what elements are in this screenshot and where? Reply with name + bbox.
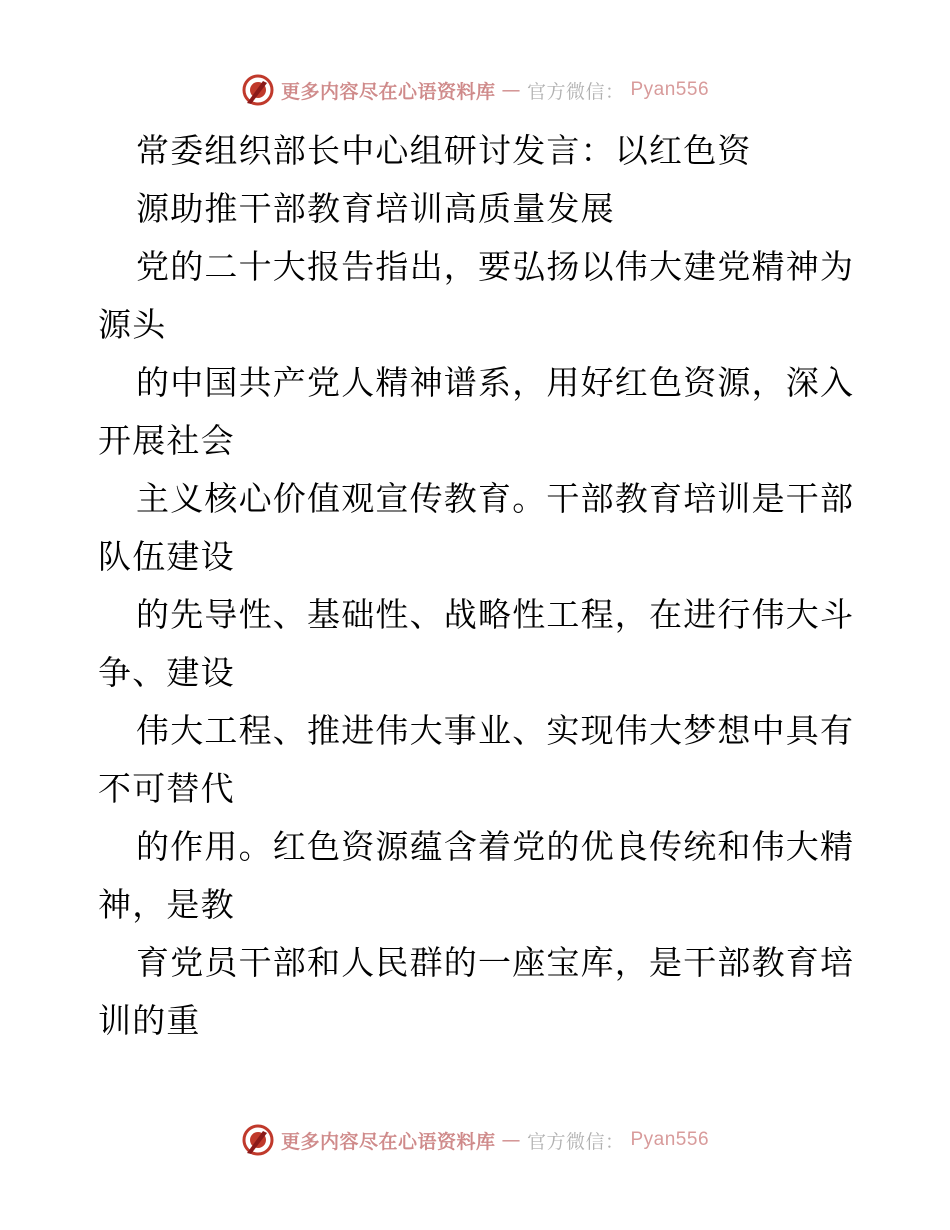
paragraph-line: 神，是教 xyxy=(98,885,235,924)
watermark-separator: — xyxy=(501,79,521,101)
paragraph-line: 的中国共产党人精神谱系，用好红色资源，深入 xyxy=(136,363,855,402)
paragraph-line: 主义核心价值观宣传教育。干部教育培训是干部 xyxy=(136,479,855,518)
paragraph-line: 育党员干部和人民群的一座宝库，是干部教育培 xyxy=(136,943,855,982)
watermark-wechat-id: Pyan556 xyxy=(630,1129,710,1150)
paragraph-line: 的先导性、基础性、战略性工程，在进行伟大斗 xyxy=(136,595,855,634)
paragraph-line: 队伍建设 xyxy=(98,537,235,576)
watermark-title: 更多内容尽在心语资料库 xyxy=(280,1130,496,1153)
title-line-2: 源助推干部教育培训高质量发展 xyxy=(136,189,615,228)
watermark-separator: — xyxy=(501,1129,521,1151)
document-body xyxy=(98,122,858,1050)
watermark-wechat-label: 官方微信： xyxy=(526,1130,625,1153)
paragraph-line: 不可替代 xyxy=(98,769,235,808)
paragraph-line: 训的重 xyxy=(98,1001,201,1040)
paragraph-line: 的作用。红色资源蕴含着党的优良传统和伟大精 xyxy=(136,827,855,866)
watermark-wechat-id: Pyan556 xyxy=(630,79,710,100)
watermark-wechat-label: 官方微信： xyxy=(526,80,625,103)
paragraph-line: 开展社会 xyxy=(98,421,235,460)
paragraph-line: 伟大工程、推进伟大事业、实现伟大梦想中具有 xyxy=(136,711,855,750)
paragraph-line: 源头 xyxy=(98,305,167,344)
paragraph-line: 争、建设 xyxy=(98,653,235,692)
watermark-title: 更多内容尽在心语资料库 xyxy=(280,80,496,103)
paragraph-line: 党的二十大报告指出，要弘扬以伟大建党精神为 xyxy=(136,247,855,286)
header-watermark xyxy=(0,70,950,110)
quill-seal-icon xyxy=(241,1123,275,1157)
footer-watermark xyxy=(0,1120,950,1160)
title-line-1: 常委组织部长中心组研讨发言：以红色资 xyxy=(136,131,752,170)
quill-seal-icon xyxy=(241,73,275,107)
